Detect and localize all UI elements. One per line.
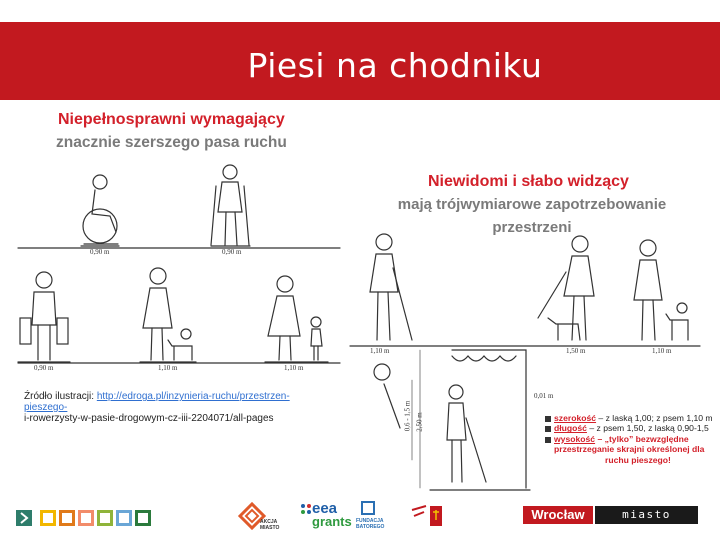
dim-label: 0,90 m (34, 364, 54, 372)
requirement-item: szerokość – z laską 1,00; z psem 1,10 m (545, 413, 720, 423)
blind-person-dog-figure (538, 236, 594, 340)
color-square (116, 510, 132, 526)
awning-figure (374, 350, 530, 490)
right-heading-2: mają trójwymiarowe zapotrzebowanie (397, 196, 667, 213)
dim-label: 0,01 m (534, 392, 554, 400)
batory-text-2: BATOREGO (356, 524, 385, 530)
person-with-dog-figure (140, 268, 196, 362)
dim-label: 1,10 m (652, 347, 672, 355)
wroclaw-text: Wrocław (523, 506, 593, 524)
miasto-spotkan-text: miasto spotkań (595, 506, 698, 524)
slide-title: Piesi na chodniku (247, 46, 543, 85)
source-label: Źródło ilustracji: (24, 391, 97, 402)
dim-label: 0,90 m (222, 248, 242, 256)
wheelchair-user-figure (81, 175, 119, 246)
dim-label: 1,50 m (566, 347, 586, 355)
wroclaw-logo (523, 506, 698, 539)
color-square (59, 510, 75, 526)
dim-label: 2,50 m (415, 412, 424, 432)
eea-logo-text: eea (312, 500, 338, 517)
dim-label: 1,10 m (370, 347, 390, 355)
dim-label: 1,10 m (158, 364, 178, 372)
color-square (135, 510, 151, 526)
color-square (40, 510, 56, 526)
right-heading-1: Niewidomi i słabo widzący (428, 173, 629, 190)
color-square (78, 510, 94, 526)
chevron-right-icon[interactable] (16, 510, 32, 526)
dim-label: 0,6 - 1,5 m (403, 400, 412, 432)
checkbox-icon (545, 437, 551, 443)
dim-label: 1,10 m (284, 364, 304, 372)
person-with-child-figure (265, 276, 328, 362)
source-link-cont[interactable]: pieszego- (24, 402, 68, 413)
left-heading-1: Niepełnosprawni wymagający (58, 111, 285, 128)
checkbox-icon (545, 426, 551, 432)
batory-icon (360, 500, 376, 516)
dim-label: 0,90 m (90, 248, 110, 256)
batory-text-1: FUNDACJA (356, 518, 384, 524)
requirements-list (545, 413, 720, 465)
source-rest: i-rowerzysty-w-pasie-drogowym-cz-iii-2204071/all-pages (24, 413, 274, 424)
city-emblem-icon (410, 502, 444, 532)
grants-logo-text: grants (312, 514, 352, 529)
akcja-logo-text: AKCJA (260, 519, 278, 525)
left-heading-2: znacznie szerszego pasa ruchu (56, 134, 287, 151)
akcja-logo-sub: MIASTO (260, 525, 280, 531)
crutches-user-figure (211, 165, 250, 246)
blind-person-cane-figure (370, 234, 412, 340)
person-dog-right-figure (634, 240, 688, 340)
requirement-item: długość – z psem 1,50, z laską 0,90-1,5 (545, 423, 720, 433)
requirement-item: wysokość – „tylko” bezwzględne (545, 434, 720, 444)
requirement-text: ruchu pieszego! (605, 454, 671, 465)
requirement-text: przestrzeganie skrajni określonej dla (554, 444, 705, 455)
person-with-bags-figure (18, 272, 70, 362)
color-square (97, 510, 113, 526)
checkbox-icon (545, 416, 551, 422)
source-citation (24, 391, 354, 424)
source-link[interactable]: http://edroga.pl/inzynieria-ruchu/przestrzen- (96, 391, 290, 402)
right-heading-3: przestrzeni (492, 219, 572, 236)
